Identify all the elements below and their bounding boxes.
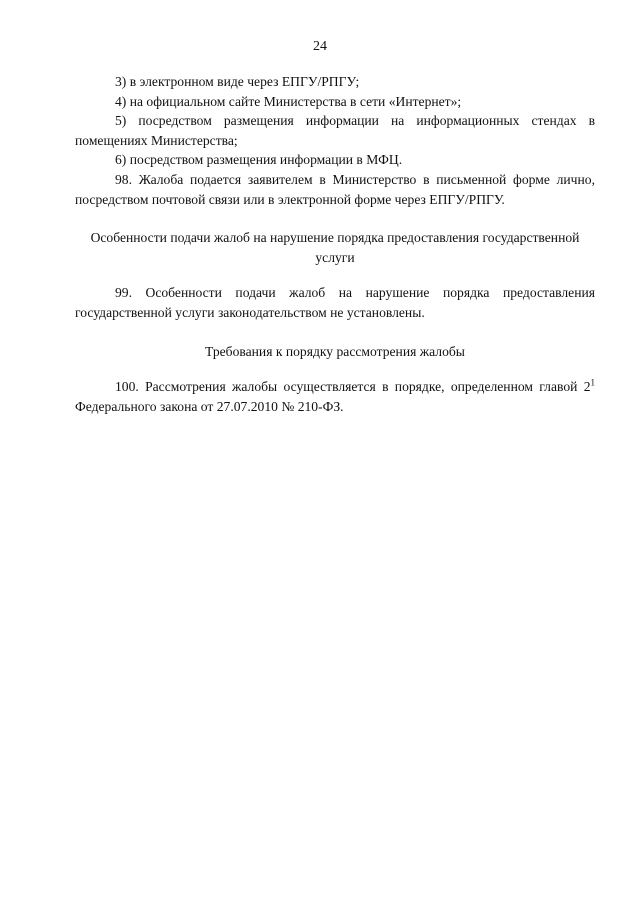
paragraph-100-text-start: 100. Рассмотрения жалобы осуществляется в порядке, определенном главой 2 (115, 379, 591, 395)
paragraph-100 (75, 377, 595, 416)
paragraph-98: 98. Жалоба подается заявителем в Министерство в письменной форме лично, посредством почтовой связи или в электронной форме через ЕПГУ/РПГУ. (75, 171, 595, 207)
paragraph-100-text-end: Федерального закона от 27.07.2010 № 210-ФЗ. (75, 398, 344, 414)
list-item: 5) посредством размещения информации на информационных стендах в помещениях Министерства; (75, 113, 595, 148)
document-body (75, 72, 595, 416)
list-item: 6) посредством размещения информации в МФЦ. (115, 152, 403, 168)
page-number: 24 (313, 39, 327, 54)
section-heading: Требования к порядку рассмотрения жалобы (205, 343, 465, 359)
list-item: 4) на официальном сайте Министерства в сети «Интернет»; (115, 93, 462, 109)
paragraph-99: 99. Особенности подачи жалоб на нарушение порядка предоставления государственной услуги законодательством не установлены. (75, 285, 595, 320)
chapter-superscript: 1 (590, 377, 595, 388)
section-heading: Особенности подачи жалоб на нарушение порядка предоставления государственной услуги (90, 230, 580, 265)
list-item: 3) в электронном виде через ЕПГУ/РПГУ; (115, 74, 360, 89)
